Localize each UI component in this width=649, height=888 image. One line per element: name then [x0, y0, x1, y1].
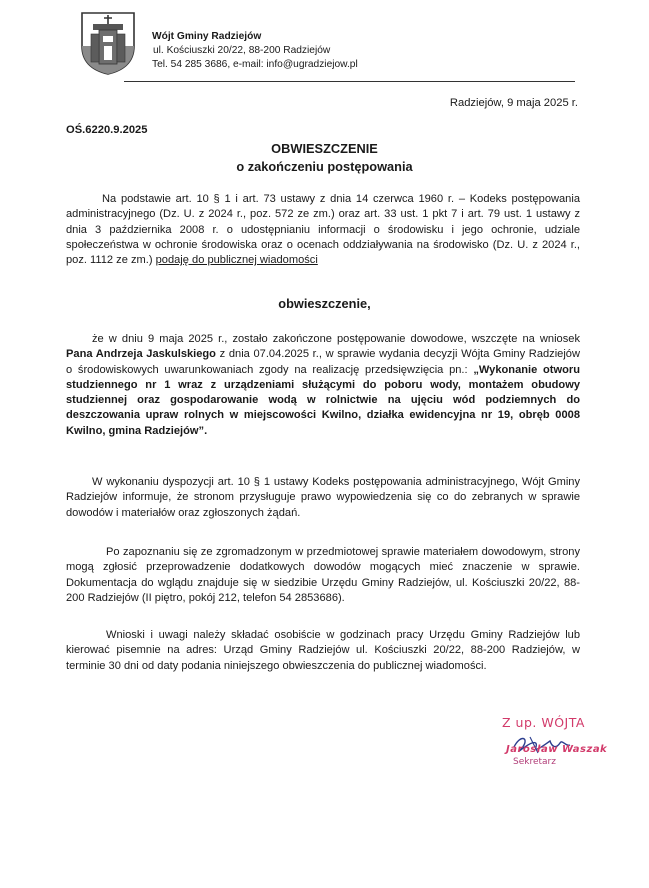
document-title: OBWIESZCZENIE — [271, 141, 378, 156]
office-address: ul. Kościuszki 20/22, 88-200 Radziejów — [153, 45, 331, 56]
document-subtitle: o zakończeniu postępowania — [236, 159, 413, 174]
signature-stamp — [494, 711, 608, 771]
header-divider — [124, 81, 575, 82]
submissions-paragraph: Wnioski i uwagi należy składać osobiście w godzinach pracy Urzędu Gminy Radziejów lub kierować pisemnie na adres: Urząd Gminy Radziejów ul. Kościuszki 20/22, 88-200 Radziejów, w terminie 30 dni od daty podania niniejszego obwieszczenia do publicznej wiadomości. — [66, 629, 580, 672]
rights-paragraph: W wykonaniu dyspozycji art. 10 § 1 ustawy Kodeks postępowania administracyjnego, Wójt Gminy Radziejów informuje, że stronom przysługuje prawo wypowiedzenia się co do zebranych w sprawie dowodów i materiałów oraz zgłoszonych żądań. — [66, 476, 580, 519]
document-date: Radziejów, 9 maja 2025 r. — [449, 97, 578, 109]
stamp-authority: Z up. WÓJTA — [502, 715, 585, 730]
coat-of-arms-icon — [79, 10, 137, 76]
legal-basis-paragraph — [66, 192, 580, 268]
public-notice-phrase: podaję do publicznej wiadomości — [155, 254, 318, 267]
applicant-name: Pana Andrzeja Jaskulskiego — [66, 348, 216, 361]
stamp-signatory: Jarosław Waszak — [506, 744, 608, 755]
main-paragraph — [66, 332, 580, 439]
documents-paragraph: Po zapoznaniu się ze zgromadzonym w przedmiotowej sprawie materiałem dowodowym, strony mogą zgłosić przeprowadzenie dodatkowych dowodów mogących mieć znaczenie w sprawie. Dokumentacja do wglądu znajduje się w siedzibie Urzędu Gminy Radziejów, ul. Kościuszki 20/22, 88-200 Radziejów (II piętro, pokój 212, telefon 54 2853686). — [66, 546, 580, 604]
legal-basis-text: Na podstawie art. 10 § 1 i art. 73 ustawy z dnia 14 czerwca 1960 r. – Kodeks postępowania administracyjnego (Dz. U. z 2024 r., poz. 572 ze zm.) oraz art. 33 ust. 1 pkt 7 i art. 79 ust. 1 ustawy z dnia 3 października 2008 r. o udostępnianiu informacji o środowisku i jego ochronie, udziale społeczeństwa w ochronie środowiska oraz o ocenach oddziaływania na środowisko (Dz. U. z 2024 r., poz. 1112 ze zm.) — [66, 193, 580, 267]
reference-number: OŚ.6220.9.2025 — [66, 124, 148, 136]
office-name: Wójt Gminy Radziejów — [152, 31, 262, 42]
office-contact: Tel. 54 285 3686, e-mail: info@ugradziejow.pl — [152, 59, 358, 70]
main-text-1: że w dniu 9 maja 2025 r., zostało zakończone postępowanie dowodowe, wszczęte na wniosek — [92, 333, 580, 345]
project-name: „Wykonanie otworu studziennego nr 1 wraz z urządzeniami służącymi do poboru wody, montażem obudowy studziennej oraz gospodarowanie wodą w rolnictwie na ujęciu wód podziemnych do deszczowania upraw rolnych w miejscowości Kwilno, działka ewidencyjna nr 19, obręb 0008 Kwilno, gmina Radziejów”. — [66, 363, 580, 437]
stamp-role: Sekretarz — [513, 757, 556, 767]
announcement-heading: obwieszczenie, — [278, 296, 371, 311]
main-text-2: z dnia 07.04.2025 r., w sprawie wydania decyzji Wójta Gminy Radziejów o środowiskowych uwarunkowaniach zgody na realizację przedsięwzięcia pn.: — [66, 348, 580, 376]
